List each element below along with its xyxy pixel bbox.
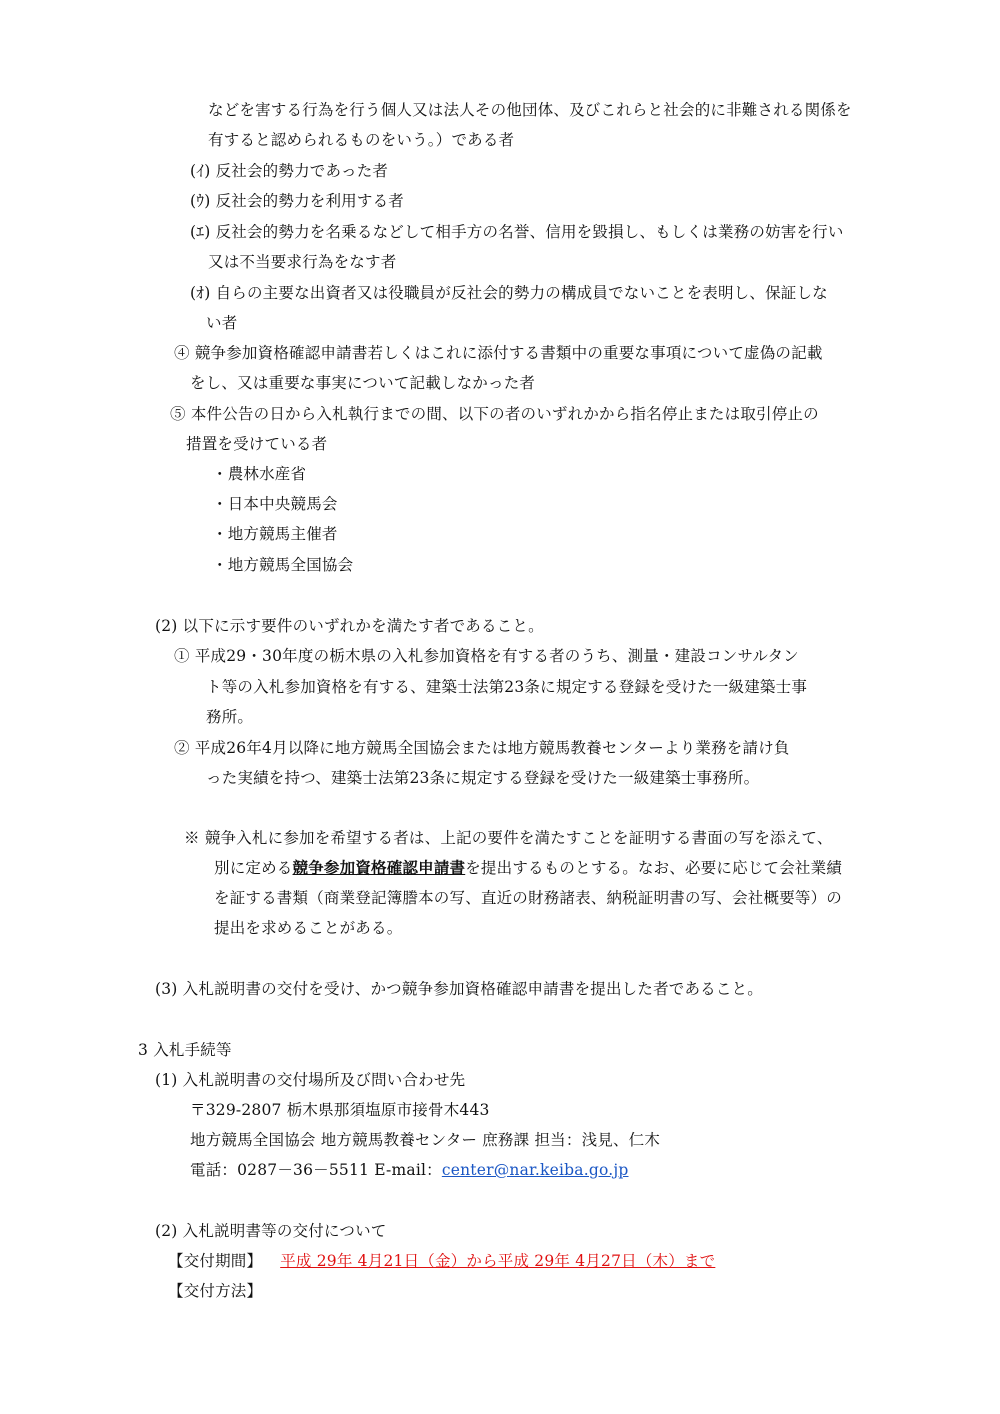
requirement-2-heading: (2) 以下に示す要件のいずれかを満たす者であること。 <box>155 617 544 635</box>
note-line2 <box>214 858 842 878</box>
distribution-method-label: 【交付方法】 <box>168 1282 263 1300</box>
note-line3: を証する書類（商業登記簿謄本の写、直近の財務諸表、納税証明書の写、会社概要等）の <box>214 889 843 907</box>
requirement-2-1-line3: 務所。 <box>206 708 254 726</box>
note-line1: ※ 競争入札に参加を希望する者は、上記の要件を満たすことを証明する書面の写を添えて、 <box>184 829 833 847</box>
requirement-2-2-line2: った実績を持つ、建築士法第23条に規定する登録を受けた一級建築士事務所。 <box>206 769 760 787</box>
postal-address: 〒329-2807 栃木県那須塩原市接骨木443 <box>190 1101 490 1119</box>
sub-clause-o-line2: い者 <box>206 314 238 332</box>
sub-clause-e-line1: (ｴ) 反社会的勢力を名乗るなどして相手方の名誉、信用を毀損し、もしくは業務の妨害を行い <box>190 223 844 241</box>
agency-list-item: ・日本中央競馬会 <box>212 495 338 513</box>
sub-clause-o-line1: (ｵ) 自らの主要な出資者又は役職員が反社会的勢力の構成員でないことを表明し、保証しな <box>190 284 828 302</box>
sub-clause-u: (ｳ) 反社会的勢力を利用する者 <box>190 192 404 210</box>
phone-label: 電話：0287－36－5511 E-mail： <box>190 1161 442 1179</box>
note-line2-pre: 別に定める <box>214 859 293 877</box>
office-contact: 地方競馬全国協会 地方競馬教養センター 庶務課 担当：浅見、仁木 <box>190 1131 661 1149</box>
clause-1-cont-line2: 有すると認められるものをいう。）である者 <box>208 131 515 149</box>
phone-email-line <box>190 1160 629 1180</box>
clause-5-line1: ⑤ 本件公告の日から入札執行までの間、以下の者のいずれかから指名停止または取引停止の <box>170 405 819 423</box>
email-link[interactable]: center@nar.keiba.go.jp <box>441 1161 629 1179</box>
note-line4: 提出を求めることがある。 <box>214 919 403 937</box>
sub-clause-i: (ｲ) 反社会的勢力であった者 <box>190 162 389 180</box>
distribution-period-line <box>168 1251 715 1271</box>
distribution-period-label: 【交付期間】 <box>168 1252 263 1270</box>
section-3-heading: 3 入札手続等 <box>138 1041 232 1059</box>
subsection-3-1-heading: (1) 入札説明書の交付場所及び問い合わせ先 <box>155 1071 466 1089</box>
requirement-3: (3) 入札説明書の交付を受け、かつ競争参加資格確認申請書を提出した者であること。 <box>155 980 763 998</box>
application-form-name: 競争参加資格確認申請書 <box>292 858 466 877</box>
agency-list-item: ・地方競馬主催者 <box>212 525 338 543</box>
requirement-2-2-line1: ② 平成26年4月以降に地方競馬全国協会または地方競馬教養センターより業務を請け負 <box>174 739 790 757</box>
note-line2-post: を提出するものとする。なお、必要に応じて会社業績 <box>465 859 843 877</box>
distribution-period-value: 平成 29年 4月21日（金）から平成 29年 4月27日（木）まで <box>280 1252 716 1270</box>
agency-list-item: ・農林水産省 <box>212 465 307 483</box>
clause-4-line1: ④ 競争参加資格確認申請書若しくはこれに添付する書類中の重要な事項について虚偽の記載 <box>174 344 823 362</box>
clause-4-line2: をし、又は重要な事実について記載しなかった者 <box>190 374 536 392</box>
agency-list-item: ・地方競馬全国協会 <box>212 556 354 574</box>
requirement-2-1-line1: ① 平成29・30年度の栃木県の入札参加資格を有する者のうち、測量・建設コンサルタン <box>174 647 799 665</box>
clause-5-line2: 措置を受けている者 <box>186 435 328 453</box>
requirement-2-1-line2: ト等の入札参加資格を有する、建築士法第23条に規定する登録を受けた一級建築士事 <box>206 678 808 696</box>
subsection-3-2-heading: (2) 入札説明書等の交付について <box>155 1222 387 1240</box>
clause-1-cont-line1: などを害する行為を行う個人又は法人その他団体、及びこれらと社会的に非難される関係を <box>208 101 852 119</box>
sub-clause-e-line2: 又は不当要求行為をなす者 <box>208 253 397 271</box>
